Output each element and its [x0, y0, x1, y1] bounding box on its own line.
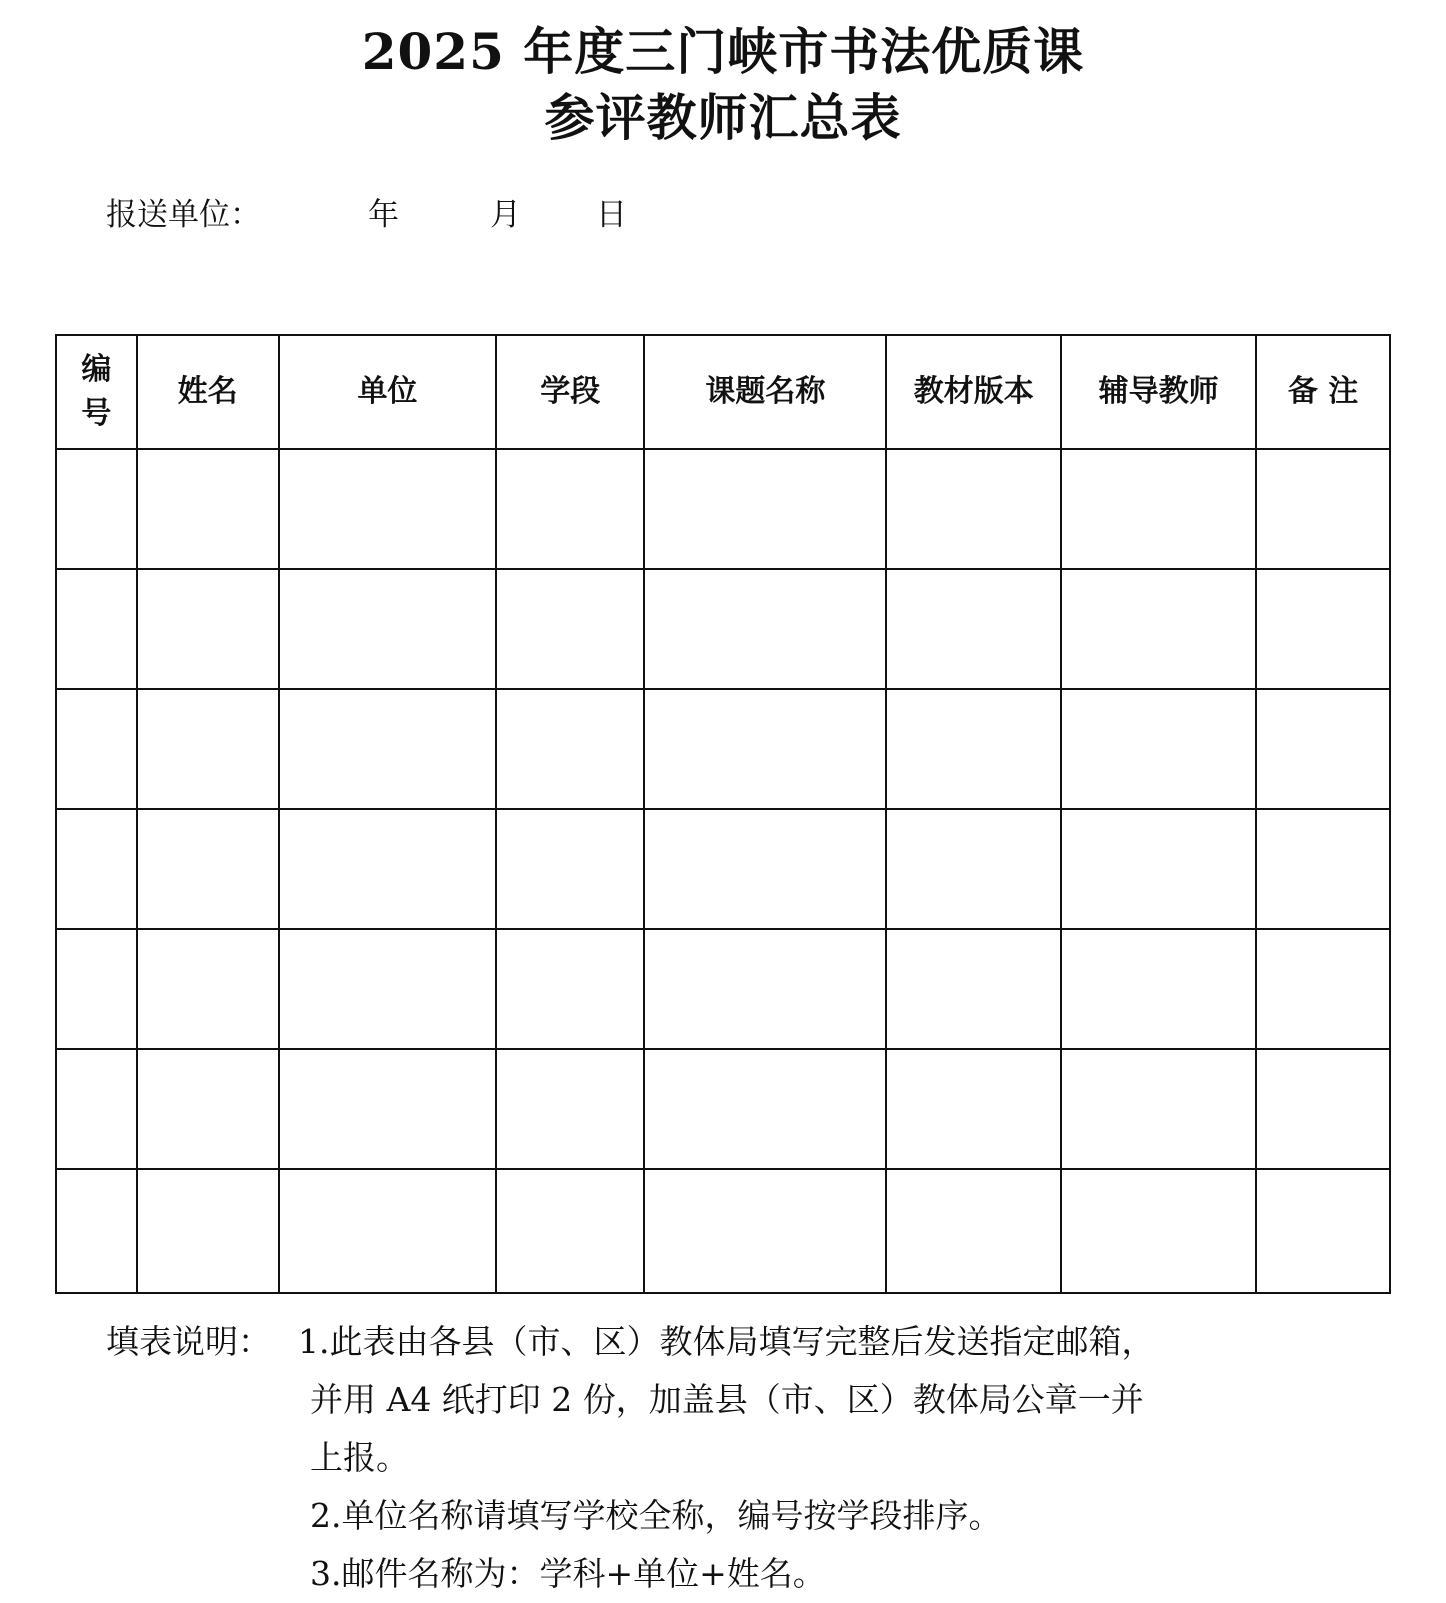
- cell-remark[interactable]: [1256, 929, 1390, 1049]
- header-id-bottom: 号: [81, 396, 112, 431]
- instructions-body: [298, 1313, 1318, 1603]
- cell-unit[interactable]: [279, 1049, 497, 1169]
- cell-topic[interactable]: [644, 449, 886, 569]
- cell-mentor[interactable]: [1061, 809, 1256, 929]
- instruction-1-line-1: 1.此表由各县（市、区）教体局填写完整后发送指定邮箱，: [298, 1322, 1155, 1361]
- cell-textbook[interactable]: [886, 1169, 1061, 1293]
- cell-unit[interactable]: [279, 449, 497, 569]
- cell-id[interactable]: [56, 929, 137, 1049]
- header-textbook: 教材版本: [886, 335, 1061, 449]
- document-title-line-1: 2025 年度三门峡市书法优质课: [361, 22, 1085, 81]
- header-id-top: 编: [81, 352, 112, 387]
- header-remark: 备 注: [1256, 335, 1390, 449]
- cell-unit[interactable]: [279, 569, 497, 689]
- header-name: 姓名: [137, 335, 279, 449]
- table-body: [56, 449, 1390, 1293]
- cell-id[interactable]: [56, 449, 137, 569]
- cell-unit[interactable]: [279, 689, 497, 809]
- cell-name[interactable]: [137, 689, 279, 809]
- cell-textbook[interactable]: [886, 809, 1061, 929]
- cell-textbook[interactable]: [886, 929, 1061, 1049]
- table-row: [56, 569, 1390, 689]
- cell-mentor[interactable]: [1061, 929, 1256, 1049]
- document-title-line-2: 参评教师汇总表: [544, 88, 902, 147]
- cell-name[interactable]: [137, 569, 279, 689]
- cell-mentor[interactable]: [1061, 449, 1256, 569]
- cell-topic[interactable]: [644, 569, 886, 689]
- teacher-summary-table: [55, 334, 1391, 1294]
- table-row: [56, 449, 1390, 569]
- cell-remark[interactable]: [1256, 809, 1390, 929]
- cell-topic[interactable]: [644, 1049, 886, 1169]
- cell-textbook[interactable]: [886, 569, 1061, 689]
- header-mentor: 辅导教师: [1061, 335, 1256, 449]
- cell-unit[interactable]: [279, 1169, 497, 1293]
- cell-id[interactable]: [56, 689, 137, 809]
- cell-stage[interactable]: [496, 809, 644, 929]
- cell-name[interactable]: [137, 809, 279, 929]
- instructions-label: 填表说明：: [106, 1322, 271, 1361]
- cell-name[interactable]: [137, 929, 279, 1049]
- cell-remark[interactable]: [1256, 1169, 1390, 1293]
- cell-name[interactable]: [137, 449, 279, 569]
- cell-stage[interactable]: [496, 929, 644, 1049]
- cell-unit[interactable]: [279, 929, 497, 1049]
- cell-id[interactable]: [56, 1049, 137, 1169]
- cell-mentor[interactable]: [1061, 689, 1256, 809]
- table-row: [56, 929, 1390, 1049]
- header-stage: 学段: [496, 335, 644, 449]
- cell-topic[interactable]: [644, 1169, 886, 1293]
- year-label: 年: [368, 197, 399, 233]
- instruction-1-line-2: 并用 A4 纸打印 2 份，加盖县（市、区）教体局公章一并: [310, 1380, 1144, 1419]
- cell-textbook[interactable]: [886, 449, 1061, 569]
- instruction-2: 2.单位名称请填写学校全称，编号按学段排序。: [310, 1496, 1002, 1535]
- cell-textbook[interactable]: [886, 689, 1061, 809]
- cell-stage[interactable]: [496, 569, 644, 689]
- cell-remark[interactable]: [1256, 449, 1390, 569]
- table-row: [56, 1049, 1390, 1169]
- table-row: [56, 689, 1390, 809]
- cell-name[interactable]: [137, 1049, 279, 1169]
- cell-textbook[interactable]: [886, 1049, 1061, 1169]
- table-row: [56, 1169, 1390, 1293]
- instruction-3: 3.邮件名称为：学科+单位+姓名。: [310, 1554, 826, 1593]
- cell-mentor[interactable]: [1061, 1049, 1256, 1169]
- month-label: 月: [490, 197, 521, 233]
- cell-remark[interactable]: [1256, 569, 1390, 689]
- cell-id[interactable]: [56, 569, 137, 689]
- cell-id[interactable]: [56, 1169, 137, 1293]
- cell-mentor[interactable]: [1061, 1169, 1256, 1293]
- cell-id[interactable]: [56, 809, 137, 929]
- instruction-1-line-3: 上报。: [310, 1438, 409, 1477]
- cell-topic[interactable]: [644, 929, 886, 1049]
- cell-stage[interactable]: [496, 449, 644, 569]
- table-row: [56, 809, 1390, 929]
- table-header-row: [56, 335, 1390, 449]
- cell-remark[interactable]: [1256, 689, 1390, 809]
- cell-name[interactable]: [137, 1169, 279, 1293]
- header-topic: 课题名称: [644, 335, 886, 449]
- submitting-unit-label: 报送单位：: [106, 197, 261, 233]
- cell-stage[interactable]: [496, 1049, 644, 1169]
- cell-topic[interactable]: [644, 809, 886, 929]
- header-unit: 单位: [279, 335, 497, 449]
- cell-stage[interactable]: [496, 1169, 644, 1293]
- cell-unit[interactable]: [279, 809, 497, 929]
- header-id: [56, 335, 137, 449]
- cell-topic[interactable]: [644, 689, 886, 809]
- cell-mentor[interactable]: [1061, 569, 1256, 689]
- cell-stage[interactable]: [496, 689, 644, 809]
- cell-remark[interactable]: [1256, 1049, 1390, 1169]
- day-label: 日: [596, 197, 627, 233]
